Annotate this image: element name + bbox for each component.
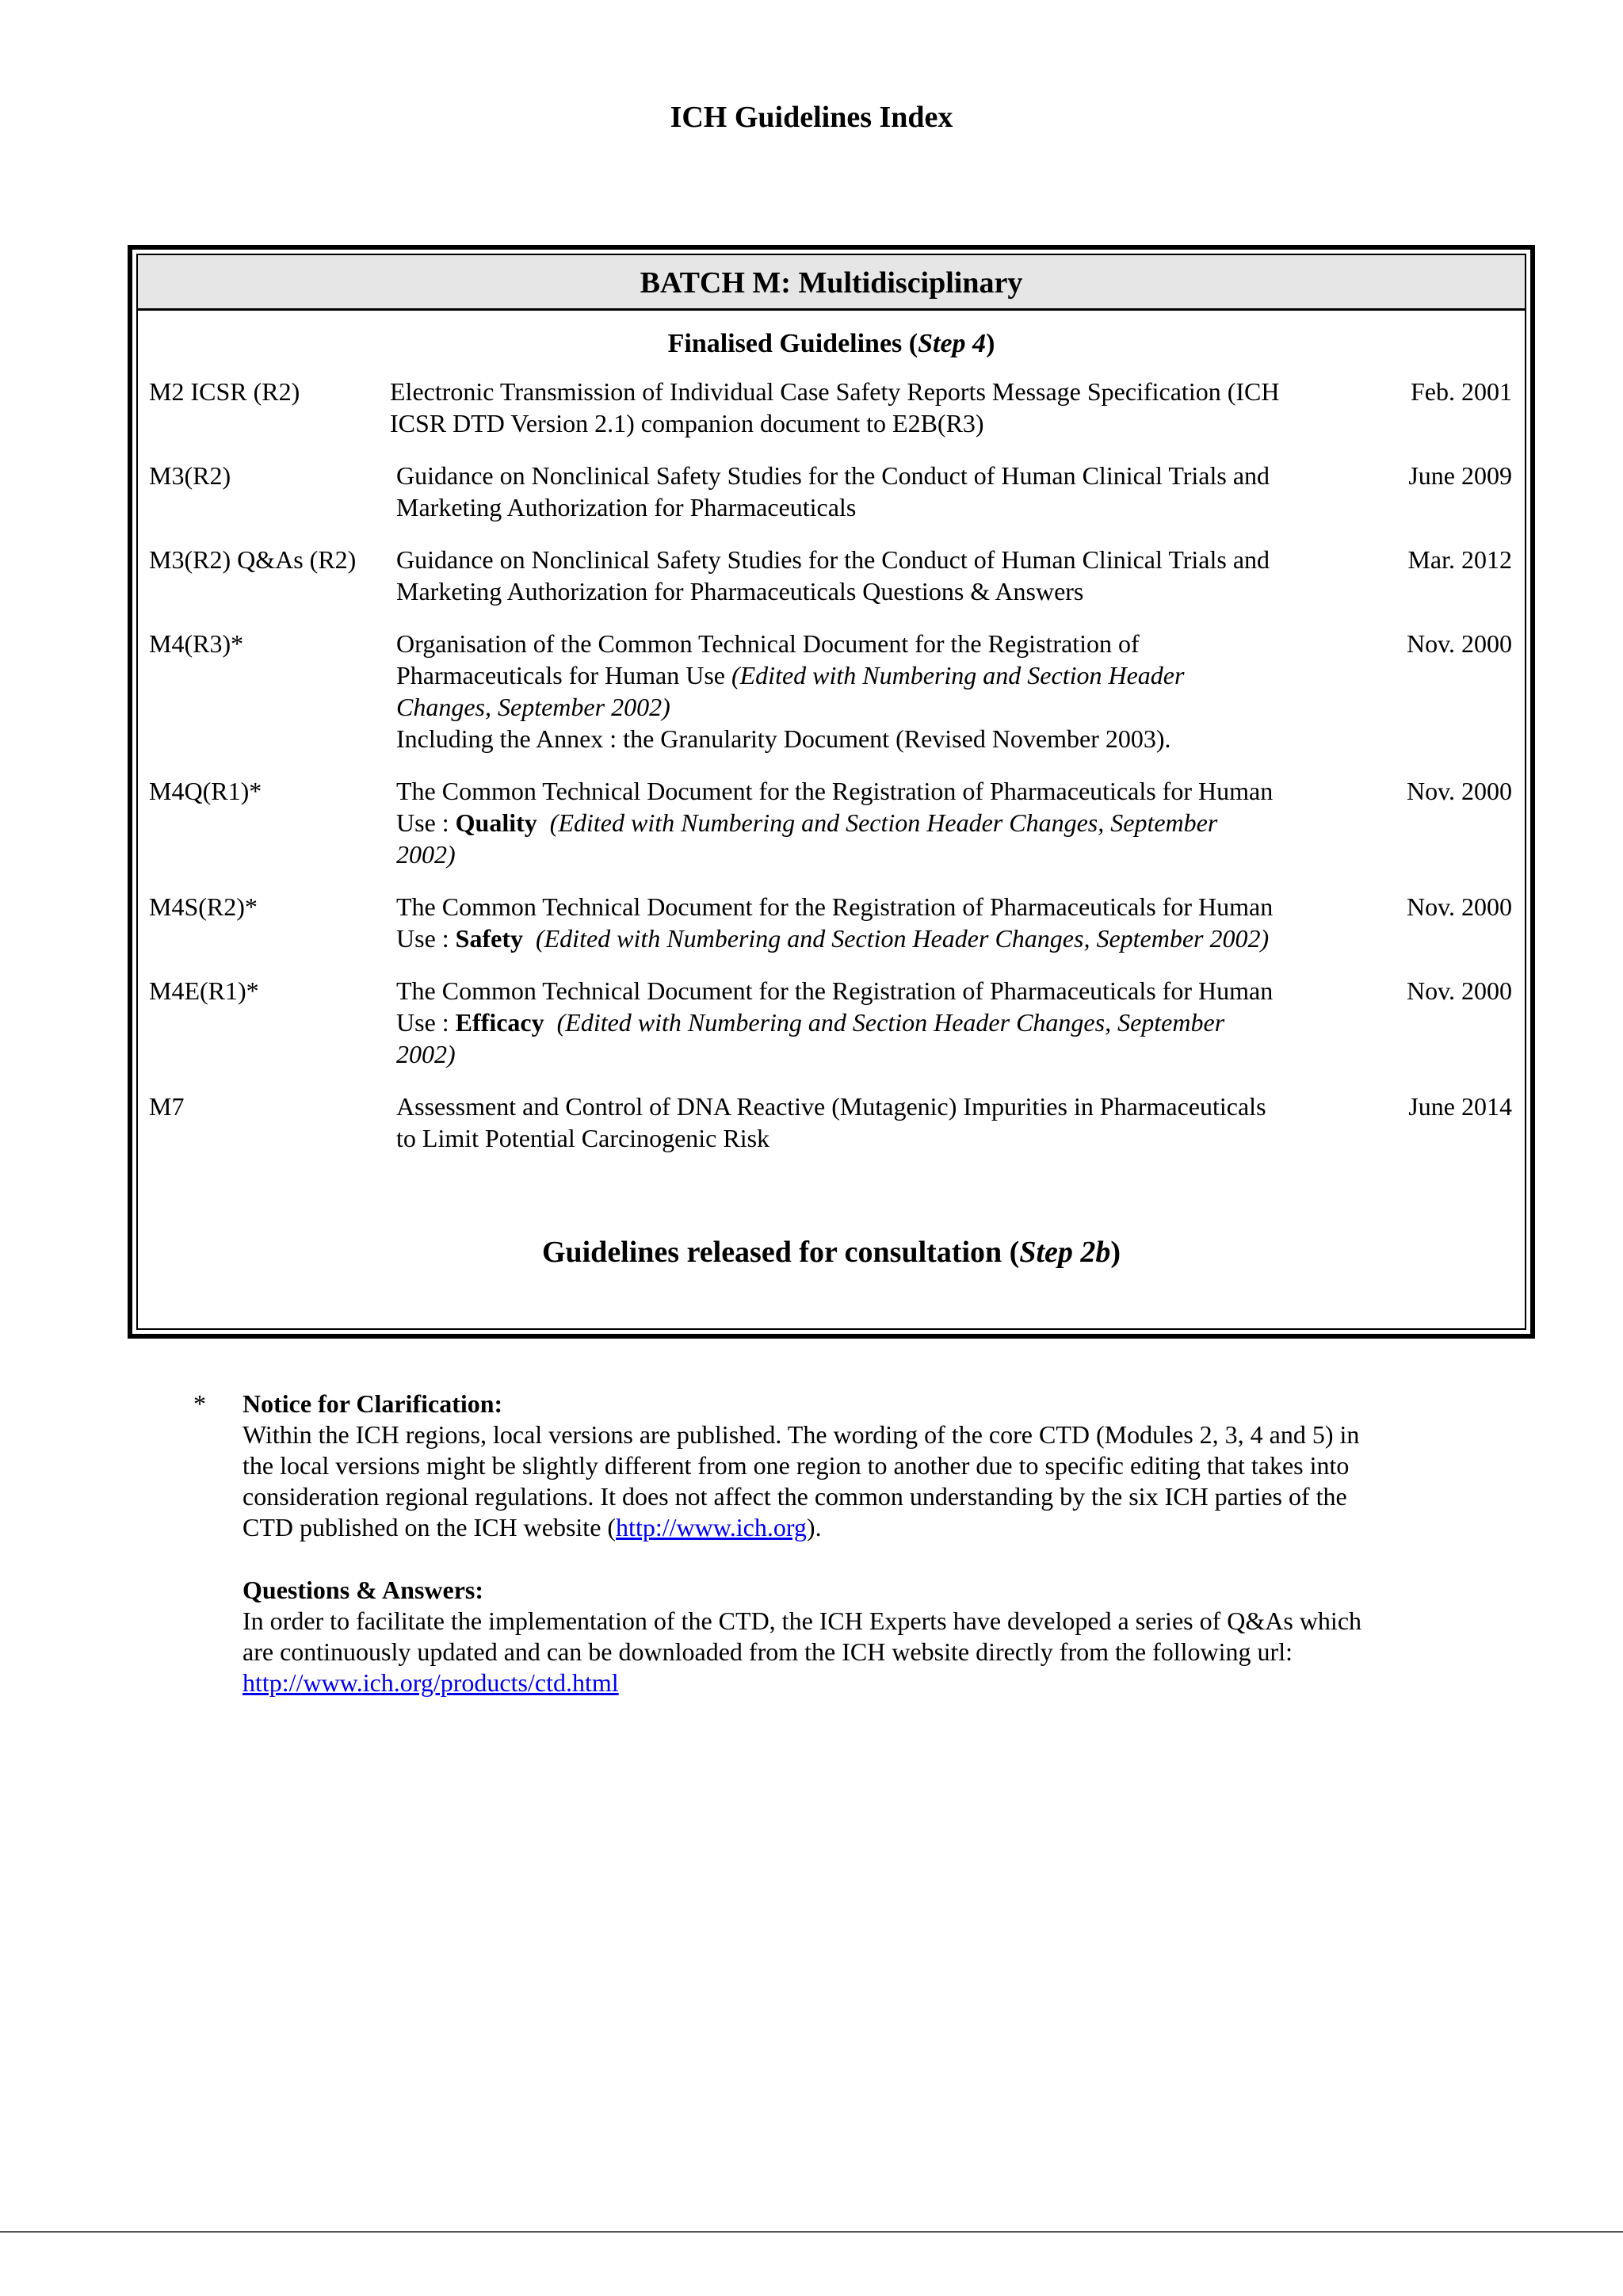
finalised-prefix: Finalised Guidelines ( [667, 329, 918, 358]
description-line: ICSR DTD Version 2.1) companion document to E2B(R3) [390, 409, 984, 437]
description-line: The Common Technical Document for the Registration of Pharmaceuticals for Human [396, 777, 1274, 805]
finalised-suffix: ) [986, 329, 995, 358]
clarification-text: ). [806, 1513, 822, 1541]
ctd-link[interactable]: http://www.ich.org/products/ctd.html [242, 1668, 619, 1697]
guideline-description [396, 1091, 1506, 1154]
description-line: Electronic Transmission of Individual Case Safety Reports Message Specification (ICH [390, 377, 1280, 406]
guideline-description [396, 544, 1506, 607]
guideline-list [138, 376, 1525, 1154]
guideline-row-m2 [138, 376, 1525, 439]
description-line: Organisation of the Common Technical Document for the Registration of [396, 629, 1140, 658]
batch-title: BATCH M: Multidisciplinary [138, 255, 1525, 311]
guideline-description [396, 460, 1506, 523]
guideline-description [390, 376, 1499, 439]
description-text: Use : [396, 924, 456, 953]
description-line [396, 923, 1506, 954]
guideline-date: June 2009 [1408, 461, 1512, 490]
description-italic: (Edited with Numbering and Section Header Changes, September [556, 1008, 1225, 1037]
bottom-divider [0, 2231, 1623, 2233]
consultation-prefix: Guidelines released for consultation ( [541, 1236, 1020, 1269]
description-bold: Efficacy [455, 1008, 544, 1037]
page-title: ICH Guidelines Index [670, 101, 953, 134]
batch-box [128, 245, 1535, 1339]
guideline-code: M4Q(R1)* [149, 777, 262, 805]
consultation-heading [138, 1233, 1525, 1271]
guideline-code: M4S(R2)* [149, 892, 258, 921]
consultation-step: Step 2b [1019, 1236, 1111, 1269]
guideline-date: June 2014 [1408, 1092, 1512, 1121]
guideline-row-m3 [138, 460, 1525, 523]
description-line: Marketing Authorization for Pharmaceuticals Questions & Answers [396, 577, 1084, 606]
guideline-date: Feb. 2001 [1411, 377, 1512, 406]
description-line: Marketing Authorization for Pharmaceuticals [396, 493, 857, 521]
clarification-text: CTD published on the ICH website ( [242, 1513, 617, 1541]
guideline-code: M2 ICSR (R2) [149, 377, 300, 406]
guideline-date: Nov. 2000 [1406, 629, 1512, 658]
qa-line: In order to facilitate the implementation of the CTD, the ICH Experts have developed a series of Q&As which [242, 1606, 1362, 1635]
description-italic: (Edited with Numbering and Section Header [731, 661, 1185, 690]
finalised-heading [138, 327, 1525, 361]
footnote-marker: * [193, 1389, 206, 1418]
guideline-description [396, 775, 1506, 870]
guideline-row-m4 [138, 628, 1525, 755]
guideline-date: Mar. 2012 [1407, 545, 1512, 574]
description-text: Use : [396, 808, 456, 837]
guideline-description [396, 975, 1506, 1070]
description-line: Including the Annex : the Granularity Document (Revised November 2003). [396, 724, 1171, 753]
description-line: The Common Technical Document for the Registration of Pharmaceuticals for Human [396, 976, 1274, 1005]
spacer [242, 1543, 1461, 1575]
ich-website-link[interactable]: http://www.ich.org [616, 1513, 807, 1541]
guideline-date: Nov. 2000 [1406, 777, 1512, 805]
guideline-code: M4(R3)* [149, 629, 244, 658]
description-bold: Quality [455, 808, 537, 837]
clarification-line: consideration regional regulations. It does not affect the common understanding by the six ICH parties of the [242, 1482, 1347, 1511]
clarification-line: the local versions might be slightly different from one region to another due to specific editing that takes into [242, 1451, 1350, 1480]
guideline-code: M7 [149, 1092, 185, 1121]
guideline-code: M4E(R1)* [149, 976, 259, 1005]
description-italic: (Edited with Numbering and Section Header Changes, September 2002) [535, 924, 1270, 953]
guideline-date: Nov. 2000 [1406, 976, 1512, 1005]
description-bold: Safety [455, 924, 523, 953]
description-line: to Limit Potential Carcinogenic Risk [396, 1124, 770, 1152]
clarification-line [242, 1512, 1461, 1543]
guideline-description [396, 891, 1506, 954]
description-line [396, 659, 1506, 691]
guideline-row-m7 [138, 1091, 1525, 1154]
qa-line [242, 1668, 1461, 1698]
batch-inner [136, 254, 1526, 1330]
guideline-row-m4e [138, 975, 1525, 1070]
description-italic: 2002) [396, 840, 456, 869]
description-line [396, 1007, 1506, 1038]
description-italic: (Edited with Numbering and Section Header Changes, September [549, 808, 1218, 837]
description-line: Guidance on Nonclinical Safety Studies for the Conduct of Human Clinical Trials and [396, 545, 1270, 574]
clarification-notice [242, 1389, 1461, 1698]
qa-heading: Questions & Answers: [242, 1576, 484, 1604]
guideline-row-m4q [138, 775, 1525, 870]
finalised-step: Step 4 [918, 329, 987, 358]
clarification-line: Within the ICH regions, local versions are published. The wording of the core CTD (Modules 2, 3, 4 and 5) in [242, 1420, 1360, 1449]
consultation-suffix: ) [1110, 1236, 1121, 1269]
guideline-row-m3-qas [138, 544, 1525, 607]
qa-line: are continuously updated and can be downloaded from the ICH website directly from the following url: [242, 1637, 1293, 1666]
description-italic: 2002) [396, 1040, 456, 1068]
guideline-row-m4s [138, 891, 1525, 954]
guideline-date: Nov. 2000 [1406, 892, 1512, 921]
description-line [396, 807, 1506, 839]
guideline-description [396, 628, 1506, 755]
description-line: Guidance on Nonclinical Safety Studies for the Conduct of Human Clinical Trials and [396, 461, 1270, 490]
description-text: Pharmaceuticals for Human Use [396, 661, 731, 690]
description-line: Assessment and Control of DNA Reactive (Mutagenic) Impurities in Pharmaceuticals [396, 1092, 1266, 1121]
description-line: The Common Technical Document for the Registration of Pharmaceuticals for Human [396, 892, 1274, 921]
description-italic: Changes, September 2002) [396, 693, 670, 721]
description-text: Use : [396, 1008, 456, 1037]
guideline-code: M3(R2) Q&As (R2) [149, 545, 357, 574]
notes-section [193, 1389, 1461, 1698]
clarification-heading: Notice for Clarification: [242, 1389, 503, 1418]
guideline-code: M3(R2) [149, 461, 231, 490]
